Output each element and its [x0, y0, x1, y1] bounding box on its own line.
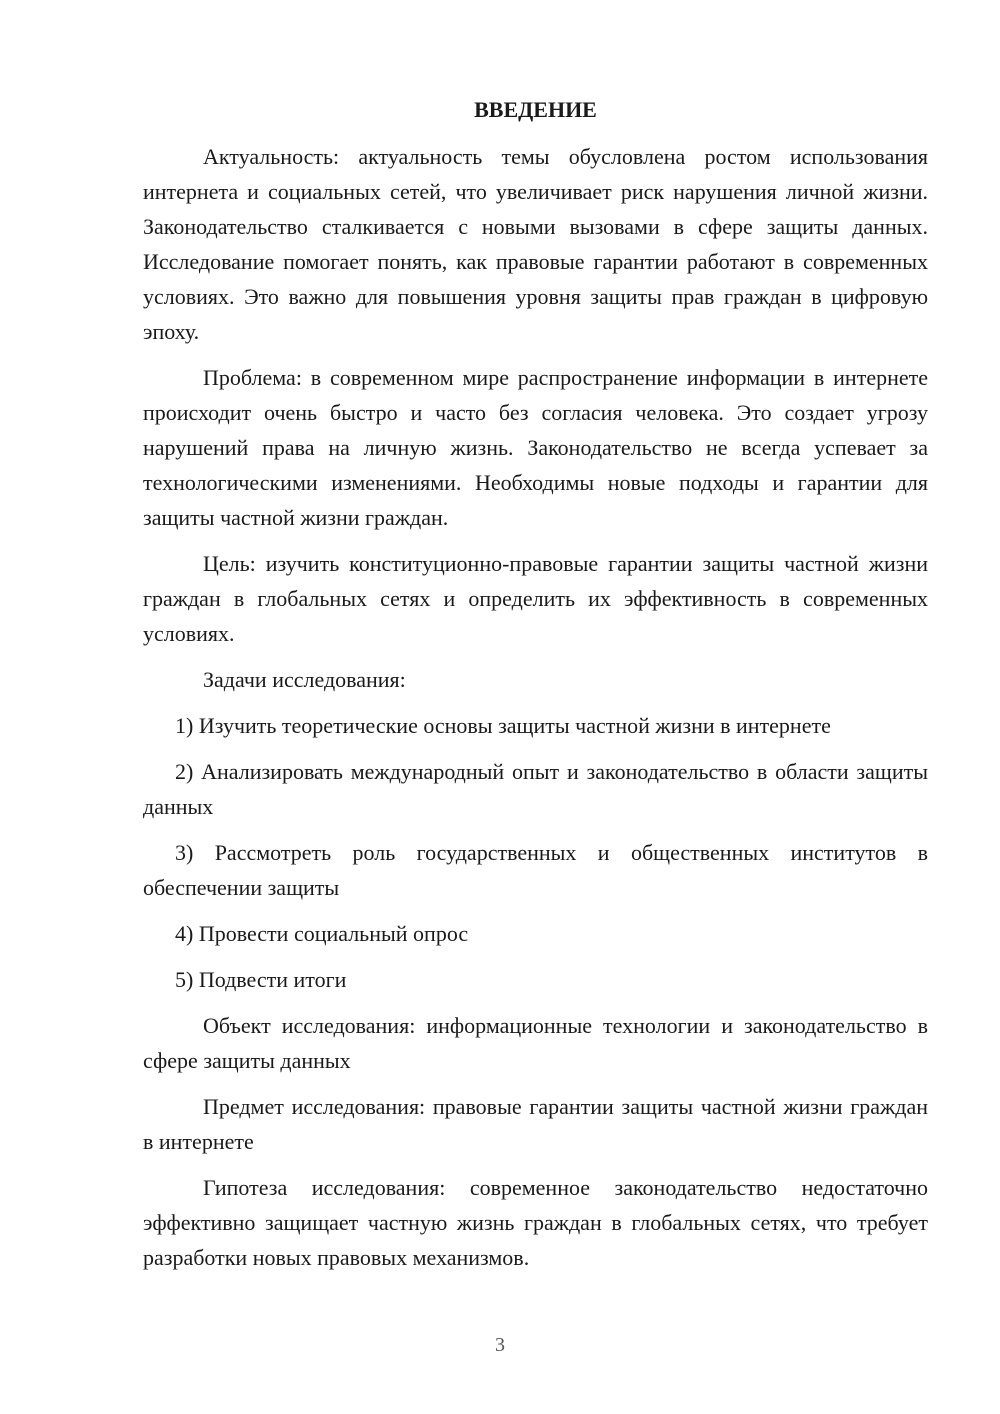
task-item-3: 3) Рассмотреть роль государственных и общественных институтов в обеспечении защиты	[143, 840, 928, 900]
paragraph-tasks-heading: Задачи исследования:	[203, 667, 406, 692]
paragraph-relevance: Актуальность: актуальность темы обусловлена ростом использования интернета и социальных сетей, что увеличивает риск нарушения личной жизни. Законодательство сталкивается с новыми вызовами в сфере защиты данных. Исследование помогает понять, как правовые гарантии работают в современных условиях. Это важно для повышения уровня защиты прав граждан в цифровую эпоху.	[143, 144, 928, 344]
paragraph-problem: Проблема: в современном мире распространение информации в интернете происходит очень быстро и часто без согласия человека. Это создает угрозу нарушений права на личную жизнь. Законодательство не всегда успевает за технологическими изменениями. Необходимы новые подходы и гарантии для защиты частной жизни граждан.	[143, 365, 928, 530]
document-page	[143, 95, 928, 1286]
paragraph-goal: Цель: изучить конституционно-правовые гарантии защиты частной жизни граждан в глобальных сетях и определить их эффективность в современных условиях.	[143, 551, 928, 646]
task-item-5: 5) Подвести итоги	[175, 967, 347, 992]
task-item-1: 1) Изучить теоретические основы защиты частной жизни в интернете	[175, 713, 831, 738]
document-title: ВВЕДЕНИЕ	[474, 97, 597, 122]
paragraph-subject: Предмет исследования: правовые гарантии защиты частной жизни граждан в интернете	[143, 1094, 928, 1154]
task-item-2: 2) Анализировать международный опыт и законодательство в области защиты данных	[143, 759, 928, 819]
page-number: 3	[495, 1334, 505, 1356]
task-item-4: 4) Провести социальный опрос	[175, 921, 469, 946]
paragraph-hypothesis: Гипотеза исследования: современное законодательство недостаточно эффективно защищает частную жизнь граждан в глобальных сетях, что требует разработки новых правовых механизмов.	[143, 1175, 928, 1270]
paragraph-object: Объект исследования: информационные технологии и законодательство в сфере защиты данных	[143, 1013, 928, 1073]
